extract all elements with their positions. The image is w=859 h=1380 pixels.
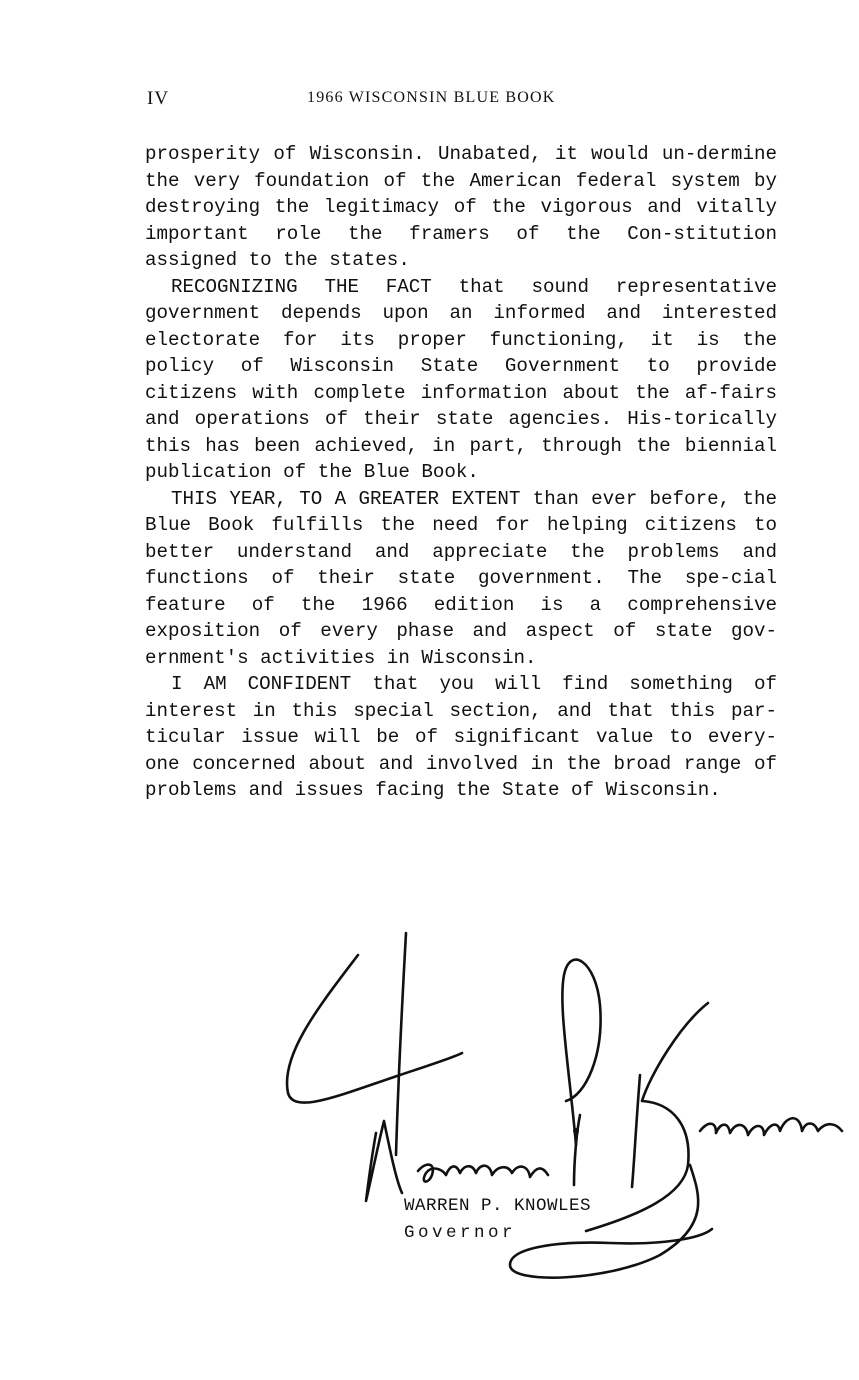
page-header: [147, 88, 777, 112]
paragraph-3-text: than ever before, the Blue Book fulfills the need for helping citizens to better understand and appreciate the problems and functions of their state government. The spe-cial feature of the 1966 edition is a comprehensive exposition of every phase and aspect of state gov-ernment's activities in Wisconsin.: [145, 487, 777, 669]
paragraph-3: [145, 486, 777, 672]
signatory-title: Governor: [404, 1223, 517, 1243]
paragraph-2: [145, 274, 777, 486]
paragraph-2-text: that sound representative government depends upon an informed and interested electorate for its proper functioning, it is the policy of Wisconsin State Government to provide citizens with complete information about the af-fairs and operations of their state agencies. His-torically this has been achieved, in part, through the biennial publication of the Blue Book.: [145, 275, 777, 483]
running-head: 1966 WISCONSIN BLUE BOOK: [307, 89, 556, 106]
paragraph-4: [145, 671, 777, 804]
letter-body: [145, 141, 777, 804]
paragraph-4-text: that you will find something of interest in this special section, and that this par-ticular issue will be of significant value to every-one concerned about and involved in the broad range of problems and issues facing the State of Wisconsin.: [145, 673, 778, 801]
paragraph-4-lead: I AM CONFIDENT: [171, 673, 352, 695]
paragraph-1: [145, 141, 777, 274]
page-number: IV: [147, 88, 170, 109]
paragraph-3-lead: THIS YEAR, TO A GREATER EXTENT: [171, 487, 521, 510]
paragraph-2-lead: RECOGNIZING THE FACT: [171, 275, 432, 298]
paragraph-1-text: prosperity of Wisconsin. Unabated, it would un-dermine the very foundation of the American federal system by destroying the legitimacy of the vigorous and vitally important role the framers of the Con-stitution assigned to the states.: [145, 143, 777, 271]
signatory-name: WARREN P. KNOWLES: [404, 1196, 592, 1216]
handwritten-signature: [280, 925, 850, 1315]
